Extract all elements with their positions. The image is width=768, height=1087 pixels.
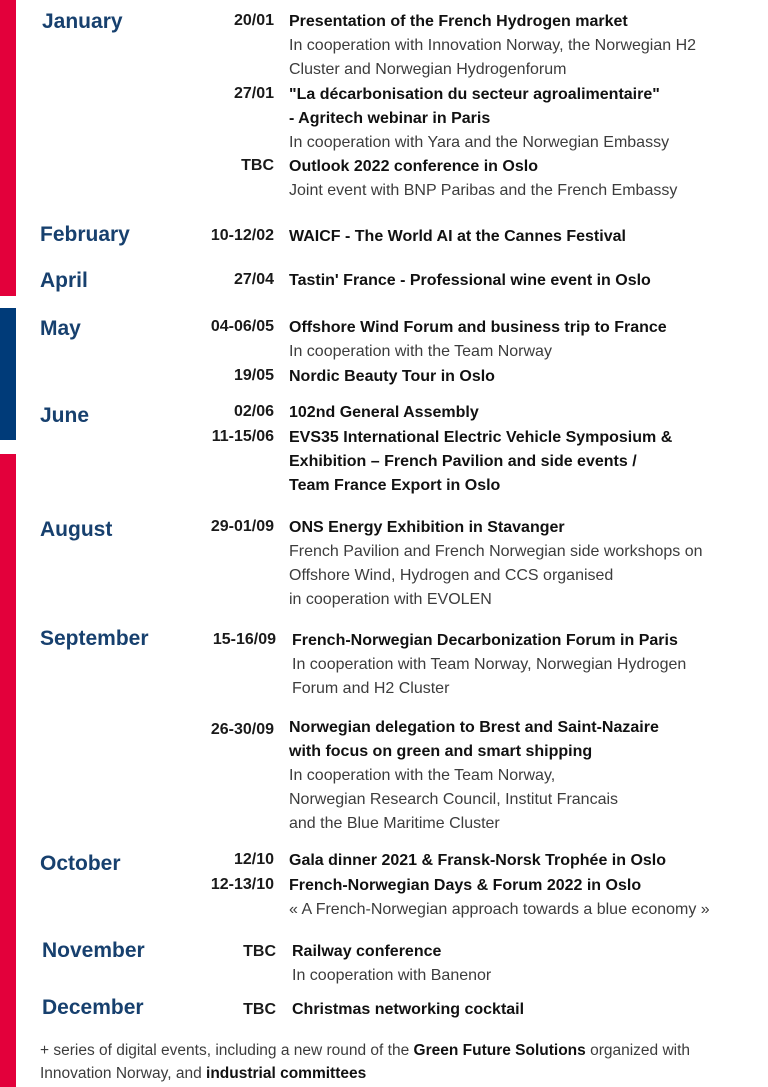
event-description: « A French-Norwegian approach towards a blue economy » bbox=[289, 901, 710, 918]
event-title: Exhibition – French Pavilion and side events / bbox=[289, 453, 637, 470]
month-june: June bbox=[40, 404, 90, 427]
event-title: with focus on green and smart shipping bbox=[289, 743, 593, 760]
footer-highlight: Green Future Solutions bbox=[413, 1042, 586, 1059]
event-date: TBC bbox=[243, 943, 276, 960]
month-december: December bbox=[42, 996, 144, 1019]
event-description: In cooperation with Team Norway, Norwegian Hydrogen bbox=[292, 656, 687, 673]
month-january: January bbox=[42, 10, 123, 33]
event-date: 15-16/09 bbox=[212, 631, 276, 648]
event-description: Forum and H2 Cluster bbox=[292, 680, 450, 697]
event-title: Outlook 2022 conference in Oslo bbox=[289, 158, 538, 175]
footer-highlight: industrial committees bbox=[206, 1065, 367, 1082]
event-date: 12/10 bbox=[233, 851, 274, 868]
event-date: 29-01/09 bbox=[210, 518, 274, 535]
month-november: November bbox=[42, 939, 145, 962]
event-description: In cooperation with the Team Norway bbox=[289, 343, 552, 360]
event-title: French-Norwegian Days & Forum 2022 in Oslo bbox=[289, 877, 642, 894]
month-february: February bbox=[40, 223, 130, 246]
event-date: 02/06 bbox=[233, 403, 274, 420]
event-description: Joint event with BNP Paribas and the French Embassy bbox=[289, 182, 678, 199]
month-may: May bbox=[40, 317, 81, 340]
side-bar-red-top bbox=[0, 0, 16, 296]
month-august: August bbox=[40, 518, 113, 541]
event-date: 19/05 bbox=[233, 367, 274, 384]
event-description: Offshore Wind, Hydrogen and CCS organised bbox=[289, 567, 614, 584]
event-date: 27/01 bbox=[233, 85, 274, 102]
event-description: In cooperation with Yara and the Norwegian Embassy bbox=[289, 134, 670, 151]
event-title: "La décarbonisation du secteur agroalimentaire" bbox=[289, 86, 660, 103]
event-description: In cooperation with Banenor bbox=[292, 967, 492, 984]
side-bar-red-bottom bbox=[0, 454, 16, 1087]
event-title: French-Norwegian Decarbonization Forum in Paris bbox=[292, 632, 678, 649]
event-title: ONS Energy Exhibition in Stavanger bbox=[289, 519, 565, 536]
event-title: Christmas networking cocktail bbox=[292, 1001, 525, 1018]
event-description: in cooperation with EVOLEN bbox=[289, 591, 492, 608]
side-bar-blue bbox=[0, 308, 16, 440]
event-description: French Pavilion and French Norwegian side workshops on bbox=[289, 543, 703, 560]
footer-text: organized with Innovation Norway, and bbox=[40, 1042, 691, 1082]
month-april: April bbox=[40, 269, 88, 292]
month-september: September bbox=[40, 627, 149, 650]
event-date: TBC bbox=[243, 1001, 276, 1018]
event-description: Norwegian Research Council, Institut Francais bbox=[289, 791, 619, 808]
event-title: Team France Export in Oslo bbox=[289, 477, 501, 494]
event-date: 04-06/05 bbox=[210, 318, 274, 335]
event-date: 10-12/02 bbox=[210, 227, 274, 244]
event-date: 12-13/10 bbox=[210, 876, 274, 893]
event-title: Railway conference bbox=[292, 943, 442, 960]
event-description: In cooperation with the Team Norway, bbox=[289, 767, 556, 784]
event-title: Nordic Beauty Tour in Oslo bbox=[289, 368, 495, 385]
event-title: Tastin' France - Professional wine event in Oslo bbox=[289, 272, 651, 289]
event-date: 26-30/09 bbox=[210, 721, 274, 738]
event-date: 11-15/06 bbox=[211, 428, 274, 445]
footer-text: + series of digital events, including a new round of the bbox=[40, 1042, 414, 1059]
month-october: October bbox=[40, 852, 121, 875]
event-description: Cluster and Norwegian Hydrogenforum bbox=[289, 61, 567, 78]
event-title: Presentation of the French Hydrogen market bbox=[289, 13, 628, 30]
event-title: Norwegian delegation to Brest and Saint-Nazaire bbox=[289, 719, 659, 736]
event-title: 102nd General Assembly bbox=[289, 404, 479, 421]
event-date: 27/04 bbox=[233, 271, 274, 288]
event-title: Offshore Wind Forum and business trip to France bbox=[289, 319, 667, 336]
footer-note bbox=[40, 1039, 764, 1085]
event-date: 20/01 bbox=[233, 12, 274, 29]
event-title: Gala dinner 2021 & Fransk-Norsk Trophée in Oslo bbox=[289, 852, 667, 869]
event-description: and the Blue Maritime Cluster bbox=[289, 815, 500, 832]
event-title: - Agritech webinar in Paris bbox=[289, 110, 491, 127]
event-title: WAICF - The World AI at the Cannes Festival bbox=[289, 228, 626, 245]
event-title: EVS35 International Electric Vehicle Symposium & bbox=[289, 429, 673, 446]
event-date: TBC bbox=[241, 157, 274, 174]
event-description: In cooperation with Innovation Norway, the Norwegian H2 bbox=[289, 37, 697, 54]
